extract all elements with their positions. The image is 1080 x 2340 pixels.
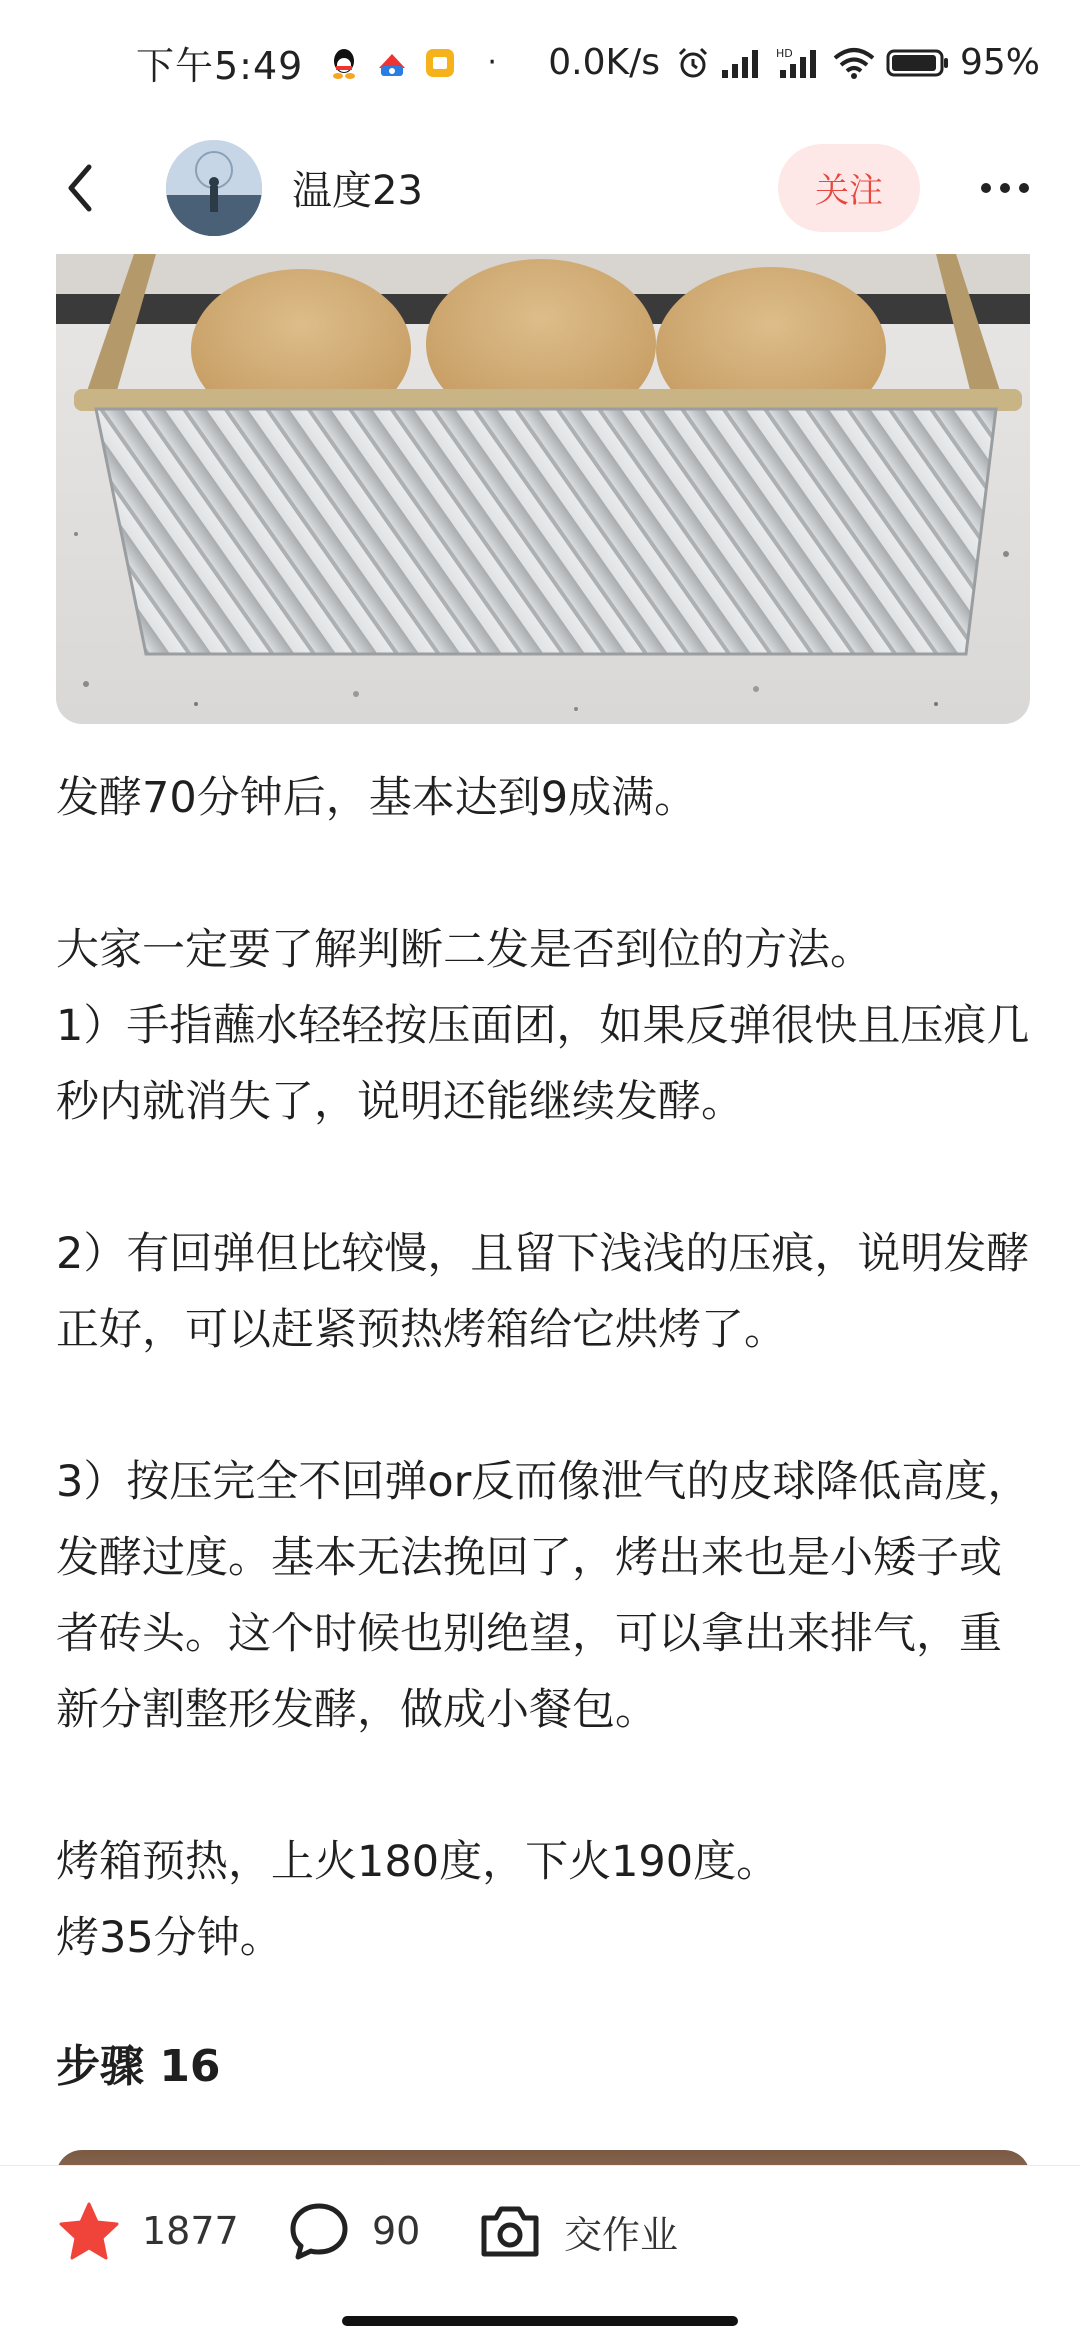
paragraph: 烤35分钟。 bbox=[56, 1913, 283, 1963]
avatar[interactable] bbox=[166, 140, 262, 236]
paragraph-gap bbox=[56, 836, 1036, 912]
wifi-icon bbox=[832, 46, 876, 80]
post-header bbox=[0, 125, 1080, 250]
hd-signal-icon bbox=[776, 46, 822, 80]
paragraph-gap bbox=[56, 1748, 1036, 1824]
follow-button[interactable]: 关注 bbox=[778, 144, 920, 232]
step-photo[interactable] bbox=[56, 254, 1030, 724]
username[interactable]: 温度23 bbox=[292, 168, 423, 214]
back-icon bbox=[65, 163, 95, 213]
more-button[interactable] bbox=[970, 158, 1040, 218]
home-indicator[interactable] bbox=[342, 2316, 738, 2326]
paragraph-gap bbox=[56, 1368, 1036, 1444]
paragraph: 2）有回弹但比较慢，且留下浅浅的压痕，说明发酵正好，可以赶紧预热烤箱给它烘烤了。 bbox=[56, 1229, 1030, 1355]
qq-icon bbox=[327, 46, 361, 80]
status-right bbox=[548, 42, 1040, 83]
step-description bbox=[56, 760, 1036, 1976]
status-time: 下午5:49 bbox=[136, 44, 304, 88]
favorite-count: 1877 bbox=[142, 2209, 239, 2253]
step-title: 步骤 16 bbox=[56, 2041, 221, 2092]
paragraph: 1）手指蘸水轻轻按压面团，如果反弹很快且压痕几秒内就消失了，说明还能继续发酵。 bbox=[56, 1001, 1030, 1127]
battery-percent: 95% bbox=[959, 42, 1040, 83]
svg-text:HD: HD bbox=[775, 46, 793, 60]
submit-homework-button[interactable] bbox=[478, 2166, 678, 2296]
comment-count: 90 bbox=[372, 2209, 421, 2253]
homework-label: 交作业 bbox=[564, 2212, 679, 2257]
paragraph: 3）按压完全不回弹or反而像泄气的皮球降低高度，发酵过度。基本无法挽回了，烤出来也是小矮子或者砖头。这个时候也别绝望，可以拿出来排气，重新分割整形发酵，做成小餐包。 bbox=[56, 1457, 1031, 1735]
paragraph-gap bbox=[56, 1140, 1036, 1216]
avatar-image bbox=[166, 140, 262, 236]
star-icon bbox=[58, 2201, 120, 2261]
status-dot: · bbox=[487, 45, 497, 80]
battery-icon bbox=[886, 46, 950, 80]
network-speed: 0.0K/s bbox=[548, 42, 660, 83]
bread-loaf-pan-image bbox=[56, 254, 1030, 724]
status-bar bbox=[0, 0, 1080, 125]
more-icon bbox=[980, 182, 1030, 194]
comment-button[interactable] bbox=[288, 2166, 478, 2296]
paragraph: 烤箱预热，上火180度，下火190度。 bbox=[56, 1837, 780, 1887]
notification-icons bbox=[327, 46, 457, 80]
paragraph: 大家一定要了解判断二发是否到位的方法。 bbox=[56, 925, 873, 975]
favorite-button[interactable] bbox=[58, 2166, 278, 2296]
camera-icon bbox=[478, 2202, 542, 2260]
signal-icon bbox=[720, 46, 766, 80]
alarm-icon bbox=[676, 46, 710, 80]
app-notification-icon bbox=[375, 46, 409, 80]
message-notification-icon bbox=[423, 46, 457, 80]
paragraph: 发酵70分钟后，基本达到9成满。 bbox=[56, 773, 698, 823]
bottom-action-bar bbox=[0, 2165, 1080, 2340]
back-button[interactable] bbox=[50, 148, 110, 228]
comment-icon bbox=[288, 2201, 350, 2261]
